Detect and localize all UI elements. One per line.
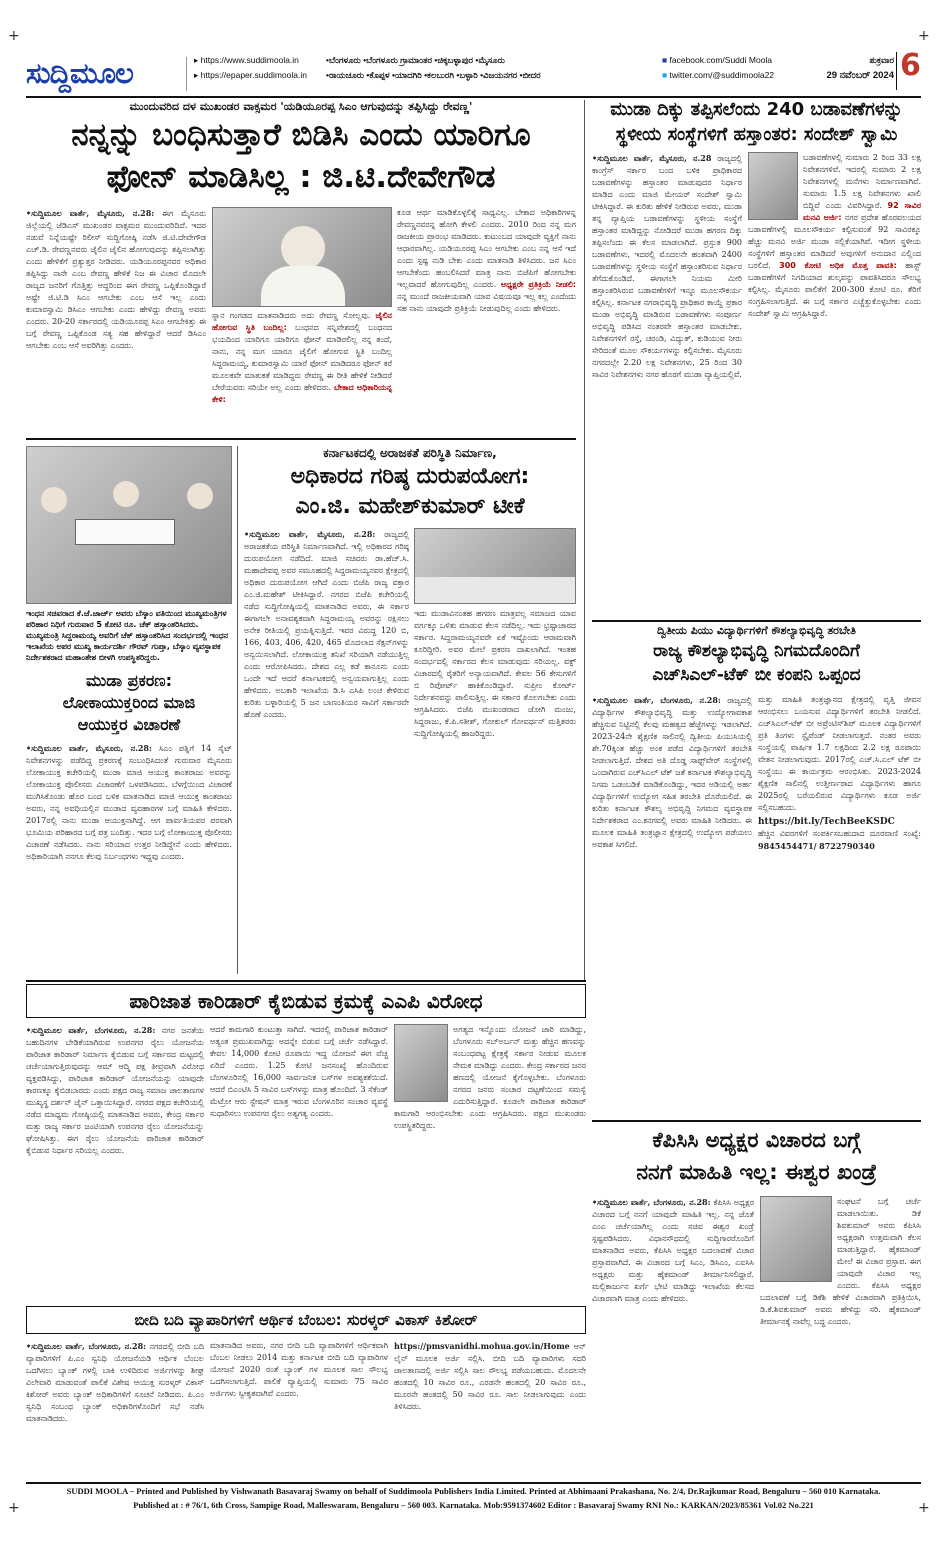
khandre-headline-1: ಕೆಪಿಸಿಸಿ ಅಧ್ಯಕ್ಷರ ವಿಚಾರದ ಬಗ್ಗೆ bbox=[652, 1128, 861, 1152]
muda-transfer-body-2b: ನಗರ ಪ್ರದೇಶ ಹೊರವಲಯದ ಬಡಾವಣೆಗಳಲ್ಲಿ ಮೂಲಸೌಕರ್ಯ ಕಲ್ಪಿಸುವಂತೆ 92 ಸಾವಿರಕ್ಕೂ ಹೆಚ್ಚು ಮನವಿ ಅರ್ಜಿ ಮುಡಾ ಸಲ್ಲಿಕೆಯಾಗಿವೆ. ಇದೀಗ ಸ್ಥಳೀಯ ಸಂಸ್ಥೆಗಳಿಗೆ ಹಸ್ತಾಂತರ ಮಾಡಿದರೆ ಅವುಗಳಿಗೆ ಅನುದಾನ ಎಲ್ಲಿಂದ ಬರಲಿದೆ. bbox=[748, 213, 921, 270]
muda-subhead-applications: 92 ಸಾವಿರ ಮನವಿ ಅರ್ಜಿ: bbox=[803, 201, 921, 222]
lokayukta-headline-2: ಲೋಕಾಯುಕ್ತರಿಂದ ಮಾಜಿ bbox=[62, 693, 196, 712]
muda-transfer-headline-2: ಸ್ಥಳೀಯ ಸಂಸ್ಥೆಗಳಿಗೆ ಹಸ್ತಾಂತರ: ಸಂದೇಶ್ ಸ್ವಾಮಿ bbox=[615, 124, 898, 145]
lokayukta-dateline: •ಸುದ್ದಿಮೂಲ ವಾರ್ತೆ, ಮೈಸೂರು, ನ.28: bbox=[26, 743, 152, 753]
section-rule bbox=[26, 980, 586, 982]
gt-subhead-jail: ಜೈಲಿನ ಹೋಗುವ ಸ್ಥಿತಿ ಬಂದಿಲ್ಲ: bbox=[212, 311, 392, 332]
mahesh-dateline: •ಸುದ್ದಿಮೂಲ ವಾರ್ತೆ, ಮೈಸೂರು, ನ.28: bbox=[244, 529, 376, 539]
weekday: ಶುಕ್ರವಾರ bbox=[869, 55, 894, 65]
beedi-headline-box bbox=[26, 1306, 586, 1334]
skills-kicker: ದ್ವಿತೀಯ ಪಿಯು ವಿದ್ಯಾರ್ಥಿಗಳಿಗೆ ಕೌಶಲ್ಯಾಭಿವೃದ್ಧಿ ತರಬೇತಿ bbox=[657, 624, 856, 637]
gt-dateline: •ಸುದ್ದಿಮೂಲ ವಾರ್ತೆ, ಮೈಸೂರು, ನ.28: bbox=[26, 208, 155, 218]
khandre-column-1 bbox=[592, 1196, 754, 1476]
eshwar-khandre-photo bbox=[760, 1196, 832, 1282]
city-editions-row-2: •ರಾಯಚೂರು •ಕೊಪ್ಪಳ •ಯಾದಗಿರಿ •ಕಲಬುರಗಿ •ಬಳ್ಳಾರಿ •ವಿಜಯನಗರ •ಬೀದರ bbox=[326, 70, 541, 80]
khandre-headline-2: ನನಗೆ ಮಾಹಿತಿ ಇಲ್ಲ: ಈಶ್ವರ ಖಂಡ್ರೆ bbox=[636, 1160, 877, 1184]
facebook-link[interactable]: ■ facebook.com/Suddi Moola bbox=[662, 55, 773, 65]
registration-mark-top-right: + bbox=[918, 28, 930, 44]
beedi-body-1: ನಗರದಲ್ಲಿ ಬೀದಿ ಬದಿ ವ್ಯಾಪಾರಿಗಳಿಗೆ ಪಿ.ಎಂ ಸ್ವನಿಧಿ ಯೋಜನೆಯಡಿ ಆರ್ಥಿಕ ಬೆಂಬಲ ಒದಗಿಸಲು ಬ್ಯಾಂಕ್ ಗಳಲ್ಲಿ ಬಾಕಿ ಉಳಿದಿರುವ ಅರ್ಜಿಗಳನ್ನು ಶೀಘ್ರ ವಿಲೇವಾರಿ ಮಾಡುವಂತೆ ಪಾಲಿಕೆ ವಿಶೇಷ ಆಯುಕ್ತ ಸುರಳ್ಕರ್ ವಿಕಾಸ್ ಕಿಶೋರ್ ಅವರು ಬ್ಯಾಂಕ್ ಅಧಿಕಾರಿಗಳಿಗೆ ಸೂಚನೆ ನೀಡಿದರು. ಪಿ.ಎಂ ಸ್ವನಿಧಿ ಸಂಬಂಧ ಬ್ಯಾಂಕ್ ಅಧಿಕಾರಿಗಳೊಂದಿಗೆ ಸಭೆ ನಡೆಸಿ ಮಾತನಾಡಿದರು. bbox=[26, 1342, 204, 1423]
person-body-shape bbox=[261, 266, 345, 307]
globe-icon: ▸ bbox=[194, 55, 201, 65]
muda-subhead-payment: 300 ಕೋಟಿ ಅಧಿಕ ಮೊತ್ತ ಪಾವತಿ: bbox=[779, 261, 897, 270]
epaper-link[interactable]: ▸ https://epaper.suddimoola.in bbox=[194, 70, 307, 80]
person-head-shape bbox=[113, 481, 139, 507]
skills-body-1: ರಾಜ್ಯದಲ್ಲಿ ವಿದ್ಯಾರ್ಥಿಗಳ ಕೌಶಲ್ಯಾಭಿವೃದ್ಧಿ ಮತ್ತು ಉದ್ಯೋಗಾವಕಾಶ ಹೆಚ್ಚಿಸುವ ನಿಟ್ಟಿನಲ್ಲಿ ಕೆಲವು ಮಹತ್ವದ ಹೆಜ್ಜೆಗಳನ್ನು ಇಡಲಾಗಿದೆ. 2023-24ನೇ ಶೈಕ್ಷಣಿಕ ಸಾಲಿನಲ್ಲಿ ದ್ವಿತೀಯ ಪಿಯುಸಿಯಲ್ಲಿ ಶೇ.70ಕ್ಕಿಂತ ಹೆಚ್ಚು ಅಂಕ ಪಡೆದ ವಿದ್ಯಾರ್ಥಿಗಳಿಗೆ ತರಬೇತಿ ನೀಡಲಾಗುತ್ತಿದೆ. ದೇಶದ ಅತಿ ದೊಡ್ಡ ಸಾಫ್ಟ್‌ವೇರ್ ಸಂಸ್ಥೆಗಳಲ್ಲಿ ಒಂದಾಗಿರುವ ಎಚ್‌ಸಿಎಲ್ ಟೆಕ್ ಜತೆ ಕರ್ನಾಟಕ ಕೌಶಲ್ಯಾಭಿವೃದ್ಧಿ ನಿಗಮ ಒಡಂಬಡಿಕೆ ಮಾಡಿಕೊಂಡಿದ್ದು, ಇದರ ಅಡಿಯಲ್ಲಿ ಅರ್ಹ ವಿದ್ಯಾರ್ಥಿಗಳಿಗೆ ಉದ್ಯೋಗ ಸಹಿತ ತರಬೇತಿ ದೊರೆಯಲಿದೆ. ಈ ಕುರಿತು ಕರ್ನಾಟಕ ಕೌಶಲ್ಯ ಅಭಿವೃದ್ಧಿ ನಿಗಮದ ವ್ಯವಸ್ಥಾಪಕ ನಿರ್ದೇಶಕರಾದ ಎಂ.ಕನಗವಲ್ಲಿ ಅವರು ಮಾಹಿತಿ ನೀಡಿದರು. ಈ ಮೂಲಕ ಮಾಹಿತಿ ತಂತ್ರಜ್ಞಾನ ಕ್ಷೇತ್ರದಲ್ಲಿ ಉದ್ಯೋಗ ಪಡೆಯಲು ಅವಕಾಶ ಸಿಗಲಿದೆ. bbox=[592, 696, 752, 849]
gt-subhead-officer: ಬೇಕಾದ ಅಧಿಕಾರಿಯನ್ನ ಕೇಳಿ: bbox=[212, 383, 392, 404]
page-number: 6 bbox=[900, 48, 921, 83]
skills-phone-1: 9845454471/ bbox=[758, 841, 817, 851]
gt-headline-line-1: ನನ್ನನ್ನು ಬಂಧಿಸುತ್ತಾರೆ ಬಿಡಿಸಿ ಎಂದು ಯಾರಿಗೂ bbox=[71, 117, 531, 153]
person-head-shape bbox=[187, 483, 213, 509]
footer-imprint-line-1: SUDDI MOOLA – Printed and Published by Vishwanath Basavaraj Swamy on behalf of Suddimoola Publishers India Limited. Printed at Abhimaani Prakashana, No. 2/4, Dr.Rajkumar Road, Bengaluru – 560 010 Karnataka. bbox=[66, 1486, 881, 1496]
mahesh-body-1: ರಾಜ್ಯದಲ್ಲಿ ಅರಾಜಕತೆಯ ಪರಿಸ್ಥಿತಿ ನಿರ್ಮಾಣವಾಗಿದೆ. ಇಲ್ಲಿ ಅಧಿಕಾರದ ಗರಿಷ್ಠ ದುರುಪಯೋಗ ನಡೆದಿದೆ. ಮಾಜಿ ಸಚಿವರು ಡಾ.ಹೆಚ್.ಸಿ. ಮಹಾದೇವಪ್ಪ ಅವರ ಸಮೂಹದಲ್ಲಿ ಸಿದ್ದರಾಮಯ್ಯನವರ ಕ್ಷೇತ್ರದಲ್ಲಿ ಅಧಿಕಾರ ದುರುಪಯೋಗ ಆಗಿದೆ ಎಂದು ಬಿಜೆಪಿ ರಾಜ್ಯ ವಕ್ತಾರ ಎಂ.ಜಿ.ಮಹೇಶ್ ಟೀಕಿಸಿದ್ದಾರೆ. ನಗರದ ಬಿಜೆಪಿ ಕಚೇರಿಯಲ್ಲಿ ನಡೆದ ಸುದ್ದಿಗೋಷ್ಠಿಯಲ್ಲಿ ಮಾತನಾಡಿದ ಅವರು, ಈ ಸರ್ಕಾರ ಈಗಾಗಲೇ ಅನಾವಶ್ಯಕವಾಗಿ ಸಿದ್ದರಾಮಯ್ಯ ಅವರನ್ನು ರಕ್ಷಿಸಲು ಅನೇಕ ರೀತಿಯಲ್ಲಿ ಪ್ರಯತ್ನಿಸುತ್ತಿದೆ. ಇವರ ವಿರುದ್ಧ 120 ಬಿ, 166, 403, 406, 420, 465 ಮೊದಲಾದ ಸೆಕ್ಷನ್‌ಗಳನ್ನು ಅನ್ವಯಿಸಲಾಗಿದೆ. ಲೋಕಾಯುಕ್ತ ತನಿಖೆ ಸರಿಯಾಗಿ ನಡೆಯುತ್ತಿಲ್ಲ ಎಂದು ಆರೋಪಿಸಿದರು. ದೇಶದ ಎಲ್ಲ ಕಡೆ ಕಾನೂನು ಎಂದು ಒಂದೇ ಇದೆ ಆದರೆ ಕರ್ನಾಟಕದಲ್ಲಿ ಅನ್ವಯವಾಗುತ್ತಿಲ್ಲ ಎಂದು ಹೇಳಿದರು. ಅಬಕಾರಿ ಇಲಾಖೆಯ ಡಿ.ಸಿ ಎಸಿಪಿ ಲಂಚ ಕೇಳಿರುವ ಕುರಿತು ಬಳ್ಳಾರಿಯಲ್ಲಿ 5 ಜನ ಬಾಣಂತಿಯರ ಸಾವಿಗೆ ಸರ್ಕಾರವೇ ಹೊಣೆ ಎಂದರು. bbox=[244, 530, 409, 719]
cheque-photo-caption: ಇಂಧನ ಸಚಿವರಾದ ಕೆ.ಜೆ.ಜಾರ್ಜ್ ಅವರು ಬೆಸ್ಕಾಂ ವತಿಯಿಂದ ಮುಖ್ಯಮಂತ್ರಿಗಳ ಪರಿಹಾರ ನಿಧಿಗೆ ಗುರುವಾರ 5 ಕೋಟಿ ರೂ. ಚೆಕ್ ಹಸ್ತಾಂತರಿಸಿದರು. ಮುಖ್ಯಮಂತ್ರಿ ಸಿದ್ದರಾಮಯ್ಯ ಅವರಿಗೆ ಚೆಕ್ ಹಸ್ತಾಂತರಿಸಿದ ಸಂದರ್ಭದಲ್ಲಿ ಇಂಧನ ಇಲಾಖೆಯ ಅಪರ ಮುಖ್ಯ ಕಾರ್ಯದರ್ಶಿ ಗೌರವ್ ಗುಪ್ತಾ, ಬೆಸ್ಕಾಂ ವ್ಯವಸ್ಥಾಪಕ ನಿರ್ದೇಶಕರಾದ ಮಹಾಂತೇಶ ಬೀಳಗಿ ಉಪಸ್ಥಿತರಿದ್ದರು. bbox=[26, 609, 229, 662]
mahesh-column-1 bbox=[244, 528, 409, 974]
khandre-column-2 bbox=[760, 1196, 921, 1476]
beedi-body-3: ಆನ್ ಲೈನ್ ಮೂಲಕ ಅರ್ಜಿ ಸಲ್ಲಿಸಿ. ಬೀದಿ ಬದಿ ವ್ಯಾಪಾರಿಗಳು ಸದರಿ ಜಾಲತಾಣದಲ್ಲಿ ಅರ್ಜಿ ಸಲ್ಲಿಸಿ ಸಾಲ ಸೌಲಭ್ಯ ಪಡೆಯಬಹುದು. ಮೊದಲನೇ ಹಂತದಲ್ಲಿ 10 ಸಾವಿರ ರೂ., ಎರಡನೇ ಹಂತದಲ್ಲಿ 20 ಸಾವಿರ ರೂ., ಮೂರನೇ ಹಂತದಲ್ಲಿ 50 ಸಾವಿರ ರೂ. ಸಾಲ ನೀಡಲಾಗುವುದು ಎಂದು ತಿಳಿಸಿದರು. bbox=[394, 1342, 586, 1411]
beedi-headline: ಬೀದಿ ಬದಿ ವ್ಯಾಪಾರಿಗಳಿಗೆ ಆರ್ಥಿಕ ಬೆಂಬಲ: ಸುರಳ್ಕರ್ ವಿಕಾಸ್ ಕಿಶೋರ್ bbox=[134, 1311, 478, 1329]
facebook-icon: ■ bbox=[662, 55, 670, 65]
press-meet-photo bbox=[414, 528, 576, 604]
person-head-shape bbox=[41, 487, 67, 513]
gt-subhead-reaction: ಅಧ್ಯಕ್ಷರೇ ಪ್ರತಿಕ್ರಿಯೆ ನೀಡಲಿ: bbox=[500, 280, 576, 289]
registration-mark-top-left: + bbox=[8, 28, 20, 44]
skills-headline-1: ರಾಜ್ಯ ಕೌಶಲ್ಯಾಭಿವೃದ್ಧಿ ನಿಗಮದೊಂದಿಗೆ bbox=[653, 641, 860, 661]
gt-body-3b: ನನ್ನ ಮುಂದೆ ರಾಜಕೀಯವಾಗಿ ಯಾವ ವಿಷಯವೂ ಇಲ್ಲ ಕಲ್ಲ ಎಂದೆಂದು ಸಹ ನಾನು ಯಾವುದೇ ಪ್ರತಿಕ್ರಿಯೆ ನೀಡುವುದಿಲ್ಲ ಎಂದು ಹೇಳಿದರು. bbox=[397, 292, 576, 313]
parijata-headline-box bbox=[26, 984, 586, 1018]
gt-kicker: ಮುಂದುವರಿದ ದಳ ಮುಖಂಡರ ವಾಕ್ಸಮರ 'ಯಡಿಯೂರಪ್ಪ ಸಿಎಂ ಆಗುವುದನ್ನು ತಪ್ಪಿಸಿದ್ದು ರೇವಣ್ಣ' bbox=[129, 100, 473, 113]
gt-column-1 bbox=[26, 207, 206, 432]
skills-column-2 bbox=[758, 694, 921, 974]
city-editions-row-1: •ಬೆಂಗಳೂರು •ಬೆಂಗಳೂರು ಗ್ರಾಮಾಂತರ •ಚಿಕ್ಕಬಳ್ಳಾಪುರ •ಮೈಸೂರು bbox=[326, 55, 505, 65]
skills-phone-2: 8722790340 bbox=[819, 841, 875, 851]
parijata-body-1: ನಗರ ಜನತೆಯ ಬಹುದಿನಗಳ ಬೇಡಿಕೆಯಾಗಿರುವ ಉಪನಗರ ರೈಲು ಯೋಜನೆಯ ಪಾರಿಜಾತ ಕಾರಿಡಾರ್ ನಿರ್ಮಾಣ ಕೈಬಿಡುವ ಬಗ್ಗೆ ಸರ್ಕಾರದ ಮಟ್ಟದಲ್ಲಿ ಚರ್ಚೆಯಾಗುತ್ತಿರುವುದನ್ನು ಆಮ್ ಆದ್ಮಿ ಪಕ್ಷ ತೀವ್ರವಾಗಿ ವಿರೋಧ ವ್ಯಕ್ತಪಡಿಸಿದ್ದು, ಪಾರಿಜಾತ ಕಾರಿಡಾರ್ ಯೋಜನೆಯನ್ನು ಯಾವುದೇ ಕಾರಣಕ್ಕೂ ಕೈಬಿಡಬಾರದು ಎಂದು ಪಕ್ಷದ ರಾಜ್ಯ ಸಮಾಜ ಜಾಲತಾಣಗಳ ಮುಖ್ಯಸ್ಥ ದರ್ಶನ್ ಜೈನ್ ಒತ್ತಾಯಿಸಿದ್ದಾರೆ. ನಗರದ ಪಕ್ಷದ ಕಚೇರಿಯಲ್ಲಿ ನಡೆದ ಮಾಧ್ಯಮ ಗೋಷ್ಠಿಯಲ್ಲಿ ಮಾತನಾಡಿದ ಅವರು, ಕೇಂದ್ರ ಸರ್ಕಾರ ಮತ್ತು ರಾಜ್ಯ ಸರ್ಕಾರ ಜಂಟಿಯಾಗಿ ಉಪನಗರ ರೈಲು ಯೋಜನೆಯನ್ನು ಘೋಷಿಸಿತ್ತು. ಈಗ ರೈಲು ಯೋಜನೆಯ ಪಾರಿಜಾತ ಕಾರಿಡಾರ್ ಕೈಬಿಡುವ ನಿರ್ಧಾರ ಸರಿಯಲ್ಲ ಎಂದರು. bbox=[26, 1026, 204, 1155]
beedi-dateline: •ಸುದ್ದಿಮೂಲ ವಾರ್ತೆ, ಬೆಂಗಳೂರು, ನ.28: bbox=[26, 1341, 147, 1351]
khandre-body-2: ಸಂಘಟನೆ ಬಗ್ಗೆ ಚರ್ಚೆ ಮಾಡಲಾಯಿತು. ಡಿಕೆ ಶಿವಕುಮಾರ್ ಅವರು ಕೆಪಿಸಿಸಿ ಅಧ್ಯಕ್ಷರಾಗಿ ಉತ್ತಮವಾಗಿ ಕೆಲಸ ಮಾಡುತ್ತಿದ್ದಾರೆ. ಹೈಕಮಾಂಡ್ ಮೇಲೆ ಈ ವಿಚಾರ ಪ್ರಸ್ತಾಪ. ಈಗ ಯಾವುದೇ ವಿಚಾರ ಇಲ್ಲ ಎಂದರು. ಕೆಪಿಸಿಸಿ ಅಧ್ಯಕ್ಷರ ಬದಲಾವಣೆ ಬಗ್ಗೆ ಡಿಕೆಶಿ ಹೇಳಿಕೆ ವಿಚಾರವಾಗಿ ಪ್ರತಿಕ್ರಿಯಿಸಿ, ಡಿ.ಕೆ.ಶಿವಕುಮಾರ್ ಅವರು ಹೇಳಿದ್ದು ಸರಿ. ಹೈಕಮಾಂಡ್ ತೀರ್ಮಾನಕ್ಕೆ ನಾವೆಲ್ಲ ಬದ್ಧ ಎಂದರು. bbox=[760, 1197, 921, 1326]
masthead-rule bbox=[26, 96, 921, 98]
skills-body-2: ಮತ್ತು ಮಾಹಿತಿ ತಂತ್ರಜ್ಞಾನದ ಕ್ಷೇತ್ರದಲ್ಲಿ ವೃತ್ತಿ ಜೀವನ ಆರಂಭಿಸಲು ಬಯಸುವ ವಿದ್ಯಾರ್ಥಿಗಳಿಗೆ ತರಬೇತಿ ನೀಡಲಿದೆ. ಎಚ್‌ಸಿಎಲ್-ಟೆಕ್ ಬೀ ಅಪ್ರೆಂಟಿಸ್‌ಶಿಪ್ ಮೂಲಕ ವಿದ್ಯಾರ್ಥಿಗಳಿಗೆ ಪ್ರತಿ ತಿಂಗಳು ಸ್ಟೈಪೆಂಡ್ ನೀಡಲಾಗುತ್ತದೆ. ನಂತರ ಅವರು ಸಂಸ್ಥೆಯಲ್ಲಿ ವಾರ್ಷಿಕ 1.7 ಲಕ್ಷದಿಂದ 2.2 ಲಕ್ಷ ರೂಪಾಯಿ ವೇತನ ನೀಡಲಾಗುವುದು. 2017ರಲ್ಲಿ ಎಚ್.ಸಿ.ಎಲ್ ಟೆಕ್ ಬೀ ಸಂಸ್ಥೆಯು ಈ ಕಾರ್ಯಕ್ರಮ ಆರಂಭಿಸಿತು. 2023-2024 ಶೈಕ್ಷಣಿಕ ಸಾಲಿನಲ್ಲಿ ಉತ್ತೀರ್ಣರಾದ ವಿದ್ಯಾರ್ಥಿಗಳು ಹಾಗೂ 2025ರಲ್ಲಿ ಬರೆಯಲಿರುವ ವಿದ್ಯಾರ್ಥಿಗಳು ಕೂಡ ಅರ್ಜಿ ಸಲ್ಲಿಸಬಹುದು. bbox=[758, 695, 921, 812]
section-rule bbox=[592, 620, 921, 622]
mahesh-headline-2: ಎಂ.ಜಿ. ಮಹೇಶ್‌ಕುಮಾರ್ ಟೀಕೆ bbox=[295, 494, 525, 519]
beedi-column-3 bbox=[394, 1340, 586, 1476]
muda-transfer-dateline: •ಸುದ್ದಿಮೂಲ ವಾರ್ತೆ, ಮೈಸೂರು, ನ.28 bbox=[592, 153, 712, 163]
column-divider bbox=[237, 446, 238, 974]
pmsvanidhi-link[interactable]: https://pmsvanidhi.mohua.gov.in/Home bbox=[394, 1341, 570, 1351]
parijata-body-2: ಆದರೆ ಕಾಮಗಾರಿ ಕುಂಟುತ್ತಾ ಸಾಗಿದೆ. ಇದರಲ್ಲಿ ಪಾರಿಜಾತ ಕಾರಿಡಾರ್ ಅತ್ಯಂತ ಪ್ರಮುಖವಾಗಿದ್ದು ಅದನ್ನೇ ಬಿಡುವ ಬಗ್ಗೆ ಚರ್ಚೆ ನಡೆಸಿದ್ದಾರೆ. ಕೇವಲ 14,000 ಕೋಟಿ ರೂಪಾಯಿ ಇದ್ದ ಯೋಜನೆ ಈಗ ವೆಚ್ಚ ಏರಿದೆ ಎಂದರು. 1.25 ಕೋಟಿ ಜನಸಂಖ್ಯೆ ಹೊಂದಿರುವ ಬೆಂಗಳೂರಿನಲ್ಲಿ 16,000 ಸಾರ್ವಜನಿಕ ಬಸ್‌ಗಳ ಅವಶ್ಯಕತೆಯಿದೆ. ಆದರೆ ಬಿಎಂಟಿಸಿ 5 ಸಾವಿರ ಬಸ್‌ಗಳನ್ನು ಮಾತ್ರ ಹೊಂದಿದೆ. 3 ಸೆಕೆಂಡ್ ಮೆಟ್ರೋ ಆರು ಸ್ಟೇಷನ್ ಮಾತ್ರ ಇರುವ ಬೆಂಗಳೂರಿನ ಸಂಚಾರ ವ್ಯವಸ್ಥೆ ಸುಧಾರಿಸಲು ಉಪನಗರ ರೈಲು ಅತ್ಯಗತ್ಯ ಎಂದರು. bbox=[210, 1025, 388, 1118]
skills-dateline: •ಸುದ್ದಿಮೂಲ ವಾರ್ತೆ, ಬೆಂಗಳೂರು, ನ.28: bbox=[592, 695, 721, 705]
beedi-column-1 bbox=[26, 1340, 204, 1476]
lokayukta-headline-3: ಆಯುಕ್ತರ ವಿಚಾರಣೆ bbox=[77, 715, 181, 734]
parijata-headline: ಪಾರಿಜಾತ ಕಾರಿಡಾರ್ ಕೈಬಿಡುವ ಕ್ರಮಕ್ಕೆ ಎಎಪಿ ವಿರೋಧ bbox=[129, 989, 483, 1013]
table-shape bbox=[415, 577, 576, 604]
masthead bbox=[26, 48, 921, 98]
cheque-shape bbox=[75, 519, 175, 545]
darshan-jain-photo bbox=[394, 1024, 448, 1102]
skills-contact-label: ಹೆಚ್ಚಿನ ವಿವರಗಳಿಗೆ ಸಂಪರ್ಕಿಸಬಹುದಾದ ದೂರವಾಣಿ ಸಂಖ್ಯೆ: bbox=[758, 829, 921, 838]
issue-date: 29 ನವೆಂಬರ್ 2024 bbox=[826, 70, 894, 81]
divider bbox=[896, 52, 897, 90]
gt-body-1: ಈಗ ಮೈಸೂರು ಜಿಲ್ಲೆಯಲ್ಲಿ ಜೆಡಿಎಸ್ ಮುಖಂಡರ ವಾಕ್ಸಮರ ಮುಂದುವರಿದಿದೆ. ಇದರ ನಡುವೆ ನಿನ್ನೆಯಷ್ಟೇ ರಿಲೀಸ್ ಸುದ್ದಿಗೋಷ್ಠಿ ನಡೆಸಿ ಜಿ.ಟಿ.ದೇವೇಗೌಡ ಎಚ್.ಡಿ. ರೇವಣ್ಣನವರು ಜೈಲಿನ ಜೈಲಿನ ಹೋಗುವುದನ್ನು ತಪ್ಪಿಸಲಾಗಿತ್ತು ಎಂದು ಹೇಳಿಕೆಗೆ ಪ್ರತ್ಯುತ್ತರ ನೀಡಿದರು. ಯಡಿಯೂರಪ್ಪನವರ ಅಧಿಕಾರ ತಪ್ಪಿಸಿದ್ದು ನಾನೇ ಎಂಬ ರೇವಣ್ಣ ಹೇಳಿಕೆ ನಿಜ ಈ ವಿಚಾರ ಮೊದಲೇ ರಾಜ್ಯದ ಜನರಿಗೆ ಗೊತ್ತಿತ್ತು ಆದ್ದರಿಂದ ಈಗ ರೇವಣ್ಣ ಒಪ್ಪಿಕೊಂಡಿದ್ದಾರೆ ಅಷ್ಟೇ ಜಿ.ಟಿ.ಡಿ ಸಿಎಂ ಆಗಬೇಕು ಎಂಬ ಆಸೆ ಇಲ್ಲ ಎಂದು ಕುಮಾರಸ್ವಾಮಿ ಡಿಸಿಎಂ ಆಗಬೇಕು ಎಂದು ಹೇಳಿದ್ದು ರೇವಣ್ಣ ಅವರು ಎಂದರು. 20-20 ಸರ್ಕಾರದಲ್ಲಿ ಯಡಿಯೂರಪ್ಪ ಸಿಎಂ ಆಗಬೇಕಿತ್ತು ಈ ಬಗ್ಗೆ ರೇವಣ್ಣ ಒಪ್ಪಿಕೊಂಡ ಸತ್ಯ ಸಹ ಹೇಳಿದ್ದಾರೆ ಆದರೆ ಡಿಸಿಎಂ ಆಗಬೇಕು ಎಂಬ ಆಸೆ ಅವರಿಗಿತ್ತು ಎಂದರು. bbox=[26, 209, 206, 350]
parijata-body-3: ಅಗತ್ಯದ ಇನ್ನೊಂದು ಯೋಜನೆ ಜಾರಿ ಮಾಡಿದ್ದು, ಬೆಂಗಳೂರು ಸಬ್‌ಅರ್ಬನ್ ಮತ್ತು ಹೆಚ್ಚಿನ ಹಣವನ್ನು ಸಂಬಂಧಪಟ್ಟ ಕ್ಷೇತ್ರಕ್ಕೆ ಸರ್ಕಾರ ನೀಡುವ ಮೂಲಕ ನೇಮಕ ಮಾಡಿದ್ದು ಎಂದರು. ಕೇಂದ್ರ ಸರ್ಕಾರದ ಜನರ ಹಣದಲ್ಲಿ ಯೋಜನೆ ಕೈಗೊಳ್ಳಬೇಕು. ಬೆಂಗಳೂರು ನಗರದ ಜನರು ಸಂಚಾರ ದಟ್ಟಣೆಯಿಂದ ಸಮಸ್ಯೆ ಎದುರಿಸುತ್ತಿದ್ದಾರೆ. ಕೂಡಲೇ ಪಾರಿಜಾತ ಕಾರಿಡಾರ್ ಕಾಮಗಾರಿ ಆರಂಭಿಸಬೇಕು ಎಂದು ಆಗ್ರಹಿಸಿದರು. ಪಕ್ಷದ ಮುಖಂಡರು ಉಪಸ್ಥಿತರಿದ್ದರು. bbox=[394, 1025, 586, 1130]
gt-body-2: ಬಂಧನದ ಸನ್ನಿವೇಶದಲ್ಲಿ ಬಂಧನದ ಭಯದಿಂದ ಯಾರಿಗೂ ಯಾರಿಗೂ ಫೋನ್ ಮಾಡಿರಲಿಲ್ಲ ನನ್ನ ತಂದೆ, ನಾನು, ನನ್ನ ಮಗ ಯಾರೂ ಜೈಲಿಗೆ ಹೋಗುವ ಸ್ಥಿತಿ ಬಂದಿಲ್ಲ ಸಿದ್ದರಾಮಯ್ಯ, ಕುಮಾರಸ್ವಾಮಿ ಯಾರೆ ಫೋನ್ ಮಾಡಿದರೂ ಫೋನ್ ಕರೆ ಮೂಲಕವೇ ಮಾತುಕತೆ ಮಾಡಿದ್ದರು ರೇವಣ್ಣ ಈ ರೀತಿ ಹೇಳಿಕೆ ನೀಡಿದರೆ ಬೇರೆಯವರು ಸರಿಯೇ ಅಲ್ಲ ಎಂದು ಹೇಳಿದರು. bbox=[212, 323, 392, 392]
khandre-body-1: ಕೆಪಿಸಿಸಿ ಅಧ್ಯಕ್ಷರ ವಿಚಾರದ ಬಗ್ಗೆ ನನಗೆ ಯಾವುದೇ ಮಾಹಿತಿ ಇಲ್ಲ. ನನ್ನ ಜೊತೆ ಎಂಎ ಚರ್ಚೆಯಾಗಿಲ್ಲ ಎಂದು ಸಚಿವ ಈಶ್ವರ ಖಂಡ್ರೆ ಸ್ಪಷ್ಟಪಡಿಸಿದರು. ವಿಧಾನಸೌಧದಲ್ಲಿ ಸುದ್ದಿಗಾರರೊಂದಿಗೆ ಮಾತನಾಡಿದ ಅವರು, ಕೆಪಿಸಿಸಿ ಅಧ್ಯಕ್ಷರ ಬದಲಾವಣೆ ವಿಚಾರ ಪ್ರಸ್ತಾಪವಾಗಿದೆ. ಈ ವಿಚಾರದ ಬಗ್ಗೆ ಸಿಎಂ, ಡಿಸಿಎಂ, ಎಐಸಿಸಿ ಅಧ್ಯಕ್ಷರು ಮತ್ತು ಹೈಕಮಾಂಡ್ ತೀರ್ಮಾನಿಸಲಿದ್ದಾರೆ. ಮಲ್ಲಿಕಾರ್ಜುನ ಖರ್ಗೆ ಭೇಟಿ ಮಾಡಿದ್ದು ಇಲಾಖೆಯ ಕೆಲಸದ ವಿಚಾರವಾಗಿ ಮಾತ್ರ ಎಂದು ಹೇಳಿದರು. bbox=[592, 1198, 754, 1303]
parijata-column-3 bbox=[394, 1024, 586, 1300]
divider bbox=[186, 57, 187, 91]
website-link[interactable]: ▸ https://www.suddimoola.in bbox=[194, 55, 299, 65]
registration-mark-bottom-left: + bbox=[8, 1500, 20, 1516]
person-head-shape bbox=[281, 226, 325, 270]
lokayukta-headline-1: ಮುಡಾ ಪ್ರಕರಣ: bbox=[85, 671, 173, 690]
sandesh-swamy-photo bbox=[748, 152, 798, 220]
techbee-link[interactable]: https://bit.ly/TechBeeKSDC bbox=[758, 817, 895, 827]
column-divider bbox=[584, 100, 585, 980]
footer-rule bbox=[26, 1482, 921, 1484]
gt-devegowda-photo bbox=[212, 207, 392, 307]
muda-transfer-body-2c: ಹಾಸ್ಟ್ ಬಡಾವಣೆಗಳಿಗೆ ನಿಗದಿಯಾದ ಶುಲ್ಕವನ್ನು ಪಾವತಿಸಿದರೂ ಸೌಲಭ್ಯ ಕಲ್ಪಿಸಿಲ್ಲ. ಮೈಸೂರು ಪಾಲಿಕೆಗೆ 200-300 ಕೋಟಿ ರೂ. ತೆರಿಗೆ ಸಂಗ್ರಹಿಸಲಾಗುತ್ತಿದೆ. ಈ ಬಗ್ಗೆ ಸರ್ಕಾರ ಎಚ್ಚೆತ್ತುಕೊಳ್ಳಬೇಕು ಎಂದು ಸಂದೇಶ್ ಸ್ವಾಮಿ ಆಗ್ರಹಿಸಿದ್ದಾರೆ. bbox=[748, 261, 921, 318]
gt-column-2 bbox=[212, 310, 392, 432]
newspaper-logo: ಸುದ್ದಿಮೂಲ bbox=[26, 56, 133, 90]
muda-transfer-column-1 bbox=[592, 152, 742, 614]
beedi-body-2: ಮಾತನಾಡಿದ ಅವರು, ನಗರ ಬೀದಿ ಬದಿ ವ್ಯಾಪಾರಿಗಳಿಗೆ ಆರ್ಥಿಕವಾಗಿ ಬೆಂಬಲ ನೀಡಲು 2014 ಮತ್ತು ಕರ್ನಾಟಕ ಬೀದಿ ಬದಿ ವ್ಯಾಪಾರಿಗಳ ಯೋಜನೆ 2020 ರಂತೆ ಬ್ಯಾಂಕ್ ಗಳ ಮೂಲಕ ಸಾಲ ಸೌಲಭ್ಯ ಒದಗಿಸಲಾಗುತ್ತಿದೆ. ಪಾಲಿಕೆ ವ್ಯಾಪ್ತಿಯಲ್ಲಿ ಸುಮಾರು 75 ಸಾವಿರ ಅರ್ಜಿಗಳು ಸ್ವೀಕೃತವಾಗಿವೆ ಎಂದರು. bbox=[210, 1341, 388, 1398]
globe-icon: ▸ bbox=[194, 70, 201, 80]
muda-transfer-body-1: ರಾಜ್ಯದಲ್ಲಿ ಕಾಂಗ್ರೆಸ್ ಸರ್ಕಾರ ಬಂದ ಬಳಿಕ ಪ್ರಾಧಿಕಾರದ ಬಡಾವಣೆಗಳನ್ನು ಹಸ್ತಾಂತರ ಮಾಡುವುದರ ನಿರ್ಧಾರ ಮಾಡಿದ ಎಂದು ಮಾಜಿ ಮೇಯರ್ ಸಂದೇಶ್ ಸ್ವಾಮಿ ಟೀಕಿಸಿದ್ದಾರೆ. ಈ ಕುರಿತು ಹೇಳಿಕೆ ನೀಡಿರುವ ಅವರು, ಮುಡಾ ತನ್ನ ವ್ಯಾಪ್ತಿಯ ಬಡಾವಣೆಗಳನ್ನು ಸ್ಥಳೀಯ ಸಂಸ್ಥೆಗೆ ಹಸ್ತಾಂತರ ಮಾಡಿದ್ದನ್ನು ನೋಡಿದರೆ ಮುಡಾ ಹಗರಣ ದಿಕ್ಕು ತಪ್ಪಿಸಲೆಂದು ಈ ಕೆಲಸ ಮಾಡಲಾಗಿದೆ. ಪ್ರಸ್ತುತ 900 ಬಡಾವಣೆಗಳು, ಇದರಲ್ಲಿ ಮೊದಲನೇ ಹಂತವಾಗಿ 2400 ಬಡಾವಣೆಗಳನ್ನು ಸ್ಥಳೀಯ ಸಂಸ್ಥೆಗೆ ಹಸ್ತಾಂತರಿಸುವ ನಿರ್ಧಾರ ತೆಗೆದುಕೊಂಡಿದೆ. ಈಗಾಗಲೇ ನಿಯಮ ಮೀರಿ ಹಸ್ತಾಂತರಿಸಿರುವ ಬಡಾವಣೆಗಳಿಗೆ ಇನ್ನೂ ಮೂಲಸೌಕರ್ಯ ಕಲ್ಪಿಸಿಲ್ಲ. ಕರ್ನಾಟಕ ನಗರಾಭಿವೃದ್ಧಿ ಪ್ರಾಧಿಕಾರ ಕಾಯ್ದೆ ಪ್ರಕಾರ ಮುಡಾ ಅಭಿವೃದ್ಧಿ ಮಾಡಿರುವ ಬಡಾವಣೆಗಳು ಸಂಪೂರ್ಣ ಅಭಿವೃದ್ಧಿ ಪಡಿಸಿದ ನಂತರವೇ ಹಸ್ತಾಂತರ ಮಾಡಬೇಕು. ನಿವೇಶನಗಳಿಗೆ ರಸ್ತೆ, ಚರಂಡಿ, ವಿದ್ಯುತ್, ಕುಡಿಯುವ ನೀರು ಸೇರಿದಂತೆ ಮೂಲ ಸೌಕರ್ಯಗಳನ್ನು ಕಲ್ಪಿಸಬೇಕು. ಮೈಸೂರು ನಗರದಲ್ಲೇ 2.20 ಲಕ್ಷ ನಿವೇಶನಗಳು, 25 ರಿಂದ 30 ಸಾವಿರ ನಿವೇಶನಗಳು ನಗರ ಹೊರಗೆ ಮುಡಾ ವ್ಯಾಪ್ತಿಯಲ್ಲಿವೆ. bbox=[592, 154, 742, 379]
parijata-column-2 bbox=[210, 1024, 388, 1300]
parijata-dateline: •ಸುದ್ದಿಮೂಲ ವಾರ್ತೆ, ಬೆಂಗಳೂರು, ನ.28: bbox=[26, 1025, 156, 1035]
muda-transfer-column-2 bbox=[748, 152, 921, 614]
gt-headline-line-2: ಫೋನ್ ಮಾಡಿಸಿಲ್ಲ : ಜಿ.ಟಿ.ದೇವೇಗೌಡ bbox=[106, 159, 496, 195]
muda-transfer-headline-1: ಮುಡಾ ದಿಕ್ಕು ತಪ್ಪಿಸಲೆಂದು 240 ಬಡಾವಣೆಗಳನ್ನು bbox=[610, 99, 903, 120]
mahesh-column-2 bbox=[414, 608, 576, 974]
parijata-column-1 bbox=[26, 1024, 204, 1300]
mahesh-kicker: ಕರ್ನಾಟಕದಲ್ಲಿ ಅರಾಜಕತೆ ಪರಿಸ್ಥಿತಿ ನಿರ್ಮಾಣ, bbox=[323, 446, 497, 460]
mahesh-headline-1: ಅಧಿಕಾರದ ಗರಿಷ್ಠ ದುರುಪಯೋಗ: bbox=[290, 464, 530, 489]
cheque-handover-photo bbox=[26, 446, 232, 604]
khandre-dateline: •ಸುದ್ದಿಮೂಲ ವಾರ್ತೆ, ಬೆಂಗಳೂರು, ನ.28: bbox=[592, 1197, 711, 1207]
lokayukta-body bbox=[26, 742, 232, 974]
skills-column-1 bbox=[592, 694, 752, 974]
muda-transfer-body-2: ಬಡಾವಣೆಗಳಲ್ಲಿ ಸುಮಾರು 2 ರಿಂದ 33 ಲಕ್ಷ ನಿವೇಶನಗಳಿವೆ. ಇದರಲ್ಲಿ ಸುಮಾರು 2 ಲಕ್ಷ ನಿವೇಶನಗಳಲ್ಲಿ ಮನೆಗಳು ನಿರ್ಮಾಣವಾಗಿವೆ. ಸುಮಾರು 1.5 ಲಕ್ಷ ನಿವೇಶನಗಳು ಖಾಲಿ ಬಿದ್ದಿವೆ ಎಂದು ವಿವರಿಸಿದ್ದಾರೆ. bbox=[803, 153, 921, 210]
footer-imprint-line-2: Published at : # 76/1, 6th Cross, Sampige Road, Malleswaram, Bengaluru – 560 003. Karnataka. Mob:9591374602 Editor : Basavaraj Swamy RNI No.: KARKAN/2023/85361 Vol.02 No.221 bbox=[133, 1500, 814, 1510]
registration-mark-bottom-right: + bbox=[918, 1500, 930, 1516]
skills-headline-2: ಎಚ್‌ಸಿಎಲ್-ಟೆಕ್ ಬೀ ಕಂಪನಿ ಒಪ್ಪಂದ bbox=[652, 665, 861, 685]
section-rule bbox=[26, 438, 576, 440]
gt-body-2-intro: ಸ್ನಾನ ಗಂಗಡದ ಮಾತನಾಡಿದರು ಅದು ರೇವಣ್ಣ ಸೋಲ್ಲವು. bbox=[212, 311, 371, 320]
gt-column-3 bbox=[397, 207, 576, 432]
twitter-link[interactable]: ■ twitter.com/@suddimoola22 bbox=[662, 70, 775, 80]
twitter-icon: ■ bbox=[662, 70, 670, 80]
gt-body-3: ಕೂಡ ಆರ್ಥ ಮಾಡಿಕೊಳ್ಳಲಿಕ್ಕೆ ಸಾಧ್ಯವಿಲ್ಲ. ಬೇಕಾದ ಅಧಿಕಾರಿಗಳನ್ನ ರೇವಣ್ಣನವರನ್ನ ಹೋಗಿ ಕೇಳಲಿ ಎಂದರು. 2010 ರಿಂದ ನನ್ನ ಮಗ ರಾಜಕೀಯ ಪ್ರಾರಂಭ ಮಾಡಿದರು. ಕುಟುಂಬದ ಯಾವುದೇ ವ್ಯಕ್ತಿಗೆ ನಾನು ಆಧಾರವಾಗಿಲ್ಲ. ಯಡಿಯೂರಪ್ಪ ಸಿಎಂ ಆಗಬೇಕು ಎಂಬ ನನ್ನ ಆಸೆ ಇದೆ ಎಂದು ಸ್ಪಷ್ಟ ನುಡಿ ಬೇಕು ಎಂದು ಮಾತನಾಡಿ ತಿಳಿಸಿದರು. ಜನ ಸಿಎಂ ಆಗಬೇಕೆಂದು ಹಂಬಲಿಸಿದರೆ ಮಾತ್ರ ನಾನು ಬಿಜೆಪಿಗೆ ಹೋಗಬೇಕು ಇಲ್ಲವಾದರೆ ಹೋಗುವುದಿಲ್ಲ ಎಂದರು. bbox=[397, 208, 576, 289]
section-rule bbox=[592, 1120, 921, 1122]
mahesh-body-2: ಇದು ಮುಡಾವಿನಂತಹ ಹಗರಣ ಮಾತ್ರವಲ್ಲ ಸಮಾಜದ ಯಾವ ವರ್ಗಕ್ಕೂ ಒಳಿತು ಮಾಡುವ ಕೆಲಸ ನಡೆದಿಲ್ಲ. ಇದು ಭ್ರಷ್ಟಾಚಾರದ ಸರ್ಕಾರ. ಸಿದ್ದರಾಮಯ್ಯನವರೇ ಏಕೆ ಇಷ್ಟೊಂದು ಆರಾಮವಾಗಿ ಕೂರಿದ್ದೀರಿ. ಅವರ ಮೇಲೆ ಪ್ರಕರಣ ದಾಖಲಾಗಿದೆ. ಇಂತಹ ಸಂದರ್ಭದಲ್ಲಿ ಸರ್ಕಾರದ ಕೆಲಸ ಮಾಡುವುದು ಸರಿಯಲ್ಲ. ವಕ್ಫ್ ವಿಚಾರದಲ್ಲಿ ರೈತರಿಗೆ ಅನ್ಯಾಯವಾಗಿದೆ. ಕೇವಲ 56 ಕೇಸುಗಳಿಗೆ ಬಿ ರಿಪೋರ್ಟ್ ಹಾಕಿಕೊಂಡಿದ್ದಾರೆ. ಸುಪ್ರೀಂ ಕೋರ್ಟ್ ನಿರ್ದೇಶನವನ್ನು ಪಾಲಿಸುತ್ತಿಲ್ಲ. ಈ ಸರ್ಕಾರ ತೊಲಗಬೇಕು ಎಂದು ಆಗ್ರಹಿಸಿದರು. ಬಿಜೆಪಿ ಮುಖಂಡರಾದ ಜೋಗಿ ಮಂಜು, ಸಿದ್ದರಾಜು, ಕೆ.ಪಿ.ಸತೀಶ್, ಗೋಕುಲ್ ಗೋವರ್ಧನ್ ಮತ್ತಿತರರು ಸುದ್ದಿಗೋಷ್ಠಿಯಲ್ಲಿ ಹಾಜರಿದ್ದರು. bbox=[414, 609, 576, 738]
lokayukta-body-text: ಸಿಎಂ ಪತ್ನಿಗೆ 14 ಸೈಟ್ ನಿವೇಶನಗಳನ್ನು ಪಡೆದಿದ್ದ ಪ್ರಕರಣಕ್ಕೆ ಸಂಬಂಧಿಸಿದಂತೆ ಗುರುವಾರ ಮೈಸೂರು ಲೋಕಾಯುಕ್ತ ಕಚೇರಿಯಲ್ಲಿ ಮುಡಾ ಮಾಜಿ ಆಯುಕ್ತ ಕಾಂತರಾಜು ಅವರನ್ನು ಲೋಕಾಯುಕ್ತ ಪೊಲೀಸರು ವಿಚಾರಣೆಗೆ ಒಳಪಡಿಸಿದರು. ಬೆಳಗ್ಗೆಯಿಂದ ವಿಚಾರಣೆ ಮುಗಿಸಿಕೊಂಡು ಹೊರ ಬಂದ ಬಳಿಕ ಮಾತನಾಡಿದ ಮಾಜಿ ಆಯುಕ್ತ ಕಾಂತರಾಜು ಅವರು, ನನ್ನ ಅವಧಿಯಲ್ಲಿನ ಮುಡಾದ ವ್ಯವಹಾರಗಳ ಬಗ್ಗೆ ಮಾಹಿತಿ ಕೇಳಿದರು. 2017ರಲ್ಲಿ ನಾನು ಮುಡಾ ಆಯುಕ್ತನಾಗಿದ್ದೆ. ಆಗ ಪಾರ್ವತಿಯವರ ಪರವಾಗಿ ಭೂಮಿಯ ಪರಿಹಾರದ ಬಗ್ಗೆ ಪತ್ರ ಬಂದಿತ್ತು. ಇದರ ಬಗ್ಗೆ ಲೋಕಾಯುಕ್ತ ಪೊಲೀಸರು ವಿಚಾರಣೆ ನಡೆಸಿದರು. ನಾನು ಸರಿಯಾದ ಉತ್ತರ ನೀಡಿದ್ದೇನೆ ಎಂದು ಹೇಳಿದರು. ಅಧಿಕಾರಿಯಾಗಿ ನನಗೂ ಕೆಲವು ನಿರ್ಬಂಧಗಳು ಇದ್ದವು ಎಂದರು. bbox=[26, 744, 232, 861]
beedi-column-2 bbox=[210, 1340, 388, 1476]
